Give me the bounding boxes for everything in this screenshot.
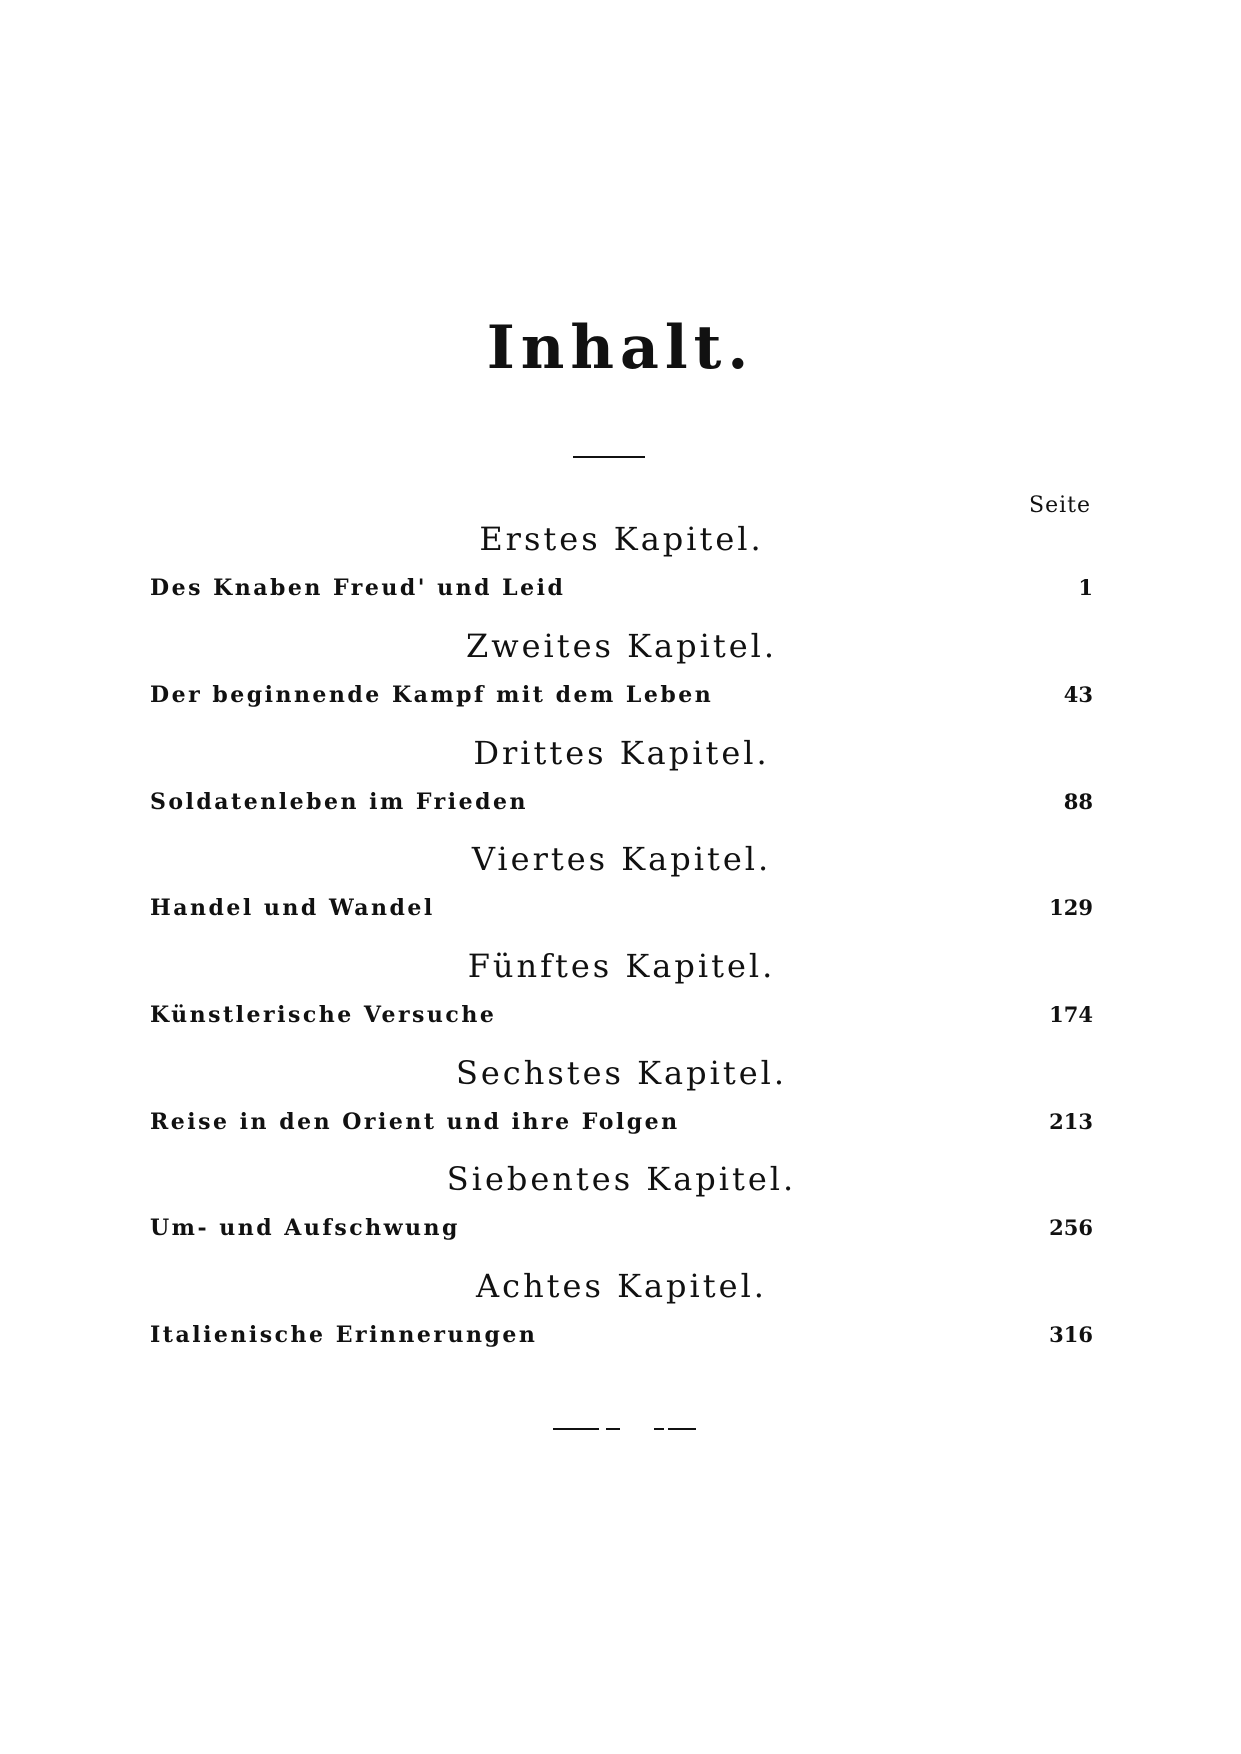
bottom-divider [668,1428,696,1430]
chapter-page-number: 174 [1049,1002,1093,1027]
chapter-heading: Drittes Kapitel. [473,734,770,772]
chapter-heading: Viertes Kapitel. [471,840,772,878]
chapter-entry [150,947,1093,1050]
bottom-divider [606,1428,620,1430]
top-divider [573,456,645,458]
chapter-title: Der beginnende Kampf mit dem Leben [150,682,714,708]
page-column-label: Seite [1029,493,1091,518]
bottom-divider [553,1428,599,1430]
bottom-divider [654,1428,664,1430]
chapter-entry [150,734,1093,837]
chapter-heading: Siebentes Kapitel. [446,1160,797,1198]
chapter-heading: Sechstes Kapitel. [455,1054,788,1092]
chapter-page-number: 213 [1049,1109,1093,1134]
chapter-entry [150,627,1093,730]
chapter-heading: Zweites Kapitel. [465,627,778,665]
chapter-heading: Achtes Kapitel. [476,1267,767,1305]
chapter-title: Des Knaben Freud' und Leid [150,575,566,601]
chapter-entry [150,1267,1093,1370]
chapter-title: Italienische Erinnerungen [150,1322,538,1348]
chapter-title: Handel und Wandel [150,895,435,921]
chapter-page-number: 43 [1063,682,1093,707]
chapter-title: Reise in den Orient und ihre Folgen [150,1109,680,1135]
chapter-page-number: 1 [1078,575,1093,600]
chapter-title: Um- und Aufschwung [150,1215,460,1241]
chapter-page-number: 316 [1049,1322,1093,1347]
page-title: Inhalt. [486,313,755,383]
chapter-title: Künstlerische Versuche [150,1002,497,1028]
chapter-heading: Erstes Kapitel. [479,520,764,558]
chapter-entry [150,1054,1093,1157]
chapter-entry [150,840,1093,943]
chapter-entry [150,1160,1093,1263]
chapter-heading: Fünftes Kapitel. [467,947,776,985]
chapter-page-number: 88 [1063,789,1093,814]
chapter-title: Soldatenleben im Frieden [150,789,528,815]
chapter-page-number: 256 [1049,1215,1093,1240]
chapter-entry [150,520,1093,623]
chapter-page-number: 129 [1049,895,1093,920]
